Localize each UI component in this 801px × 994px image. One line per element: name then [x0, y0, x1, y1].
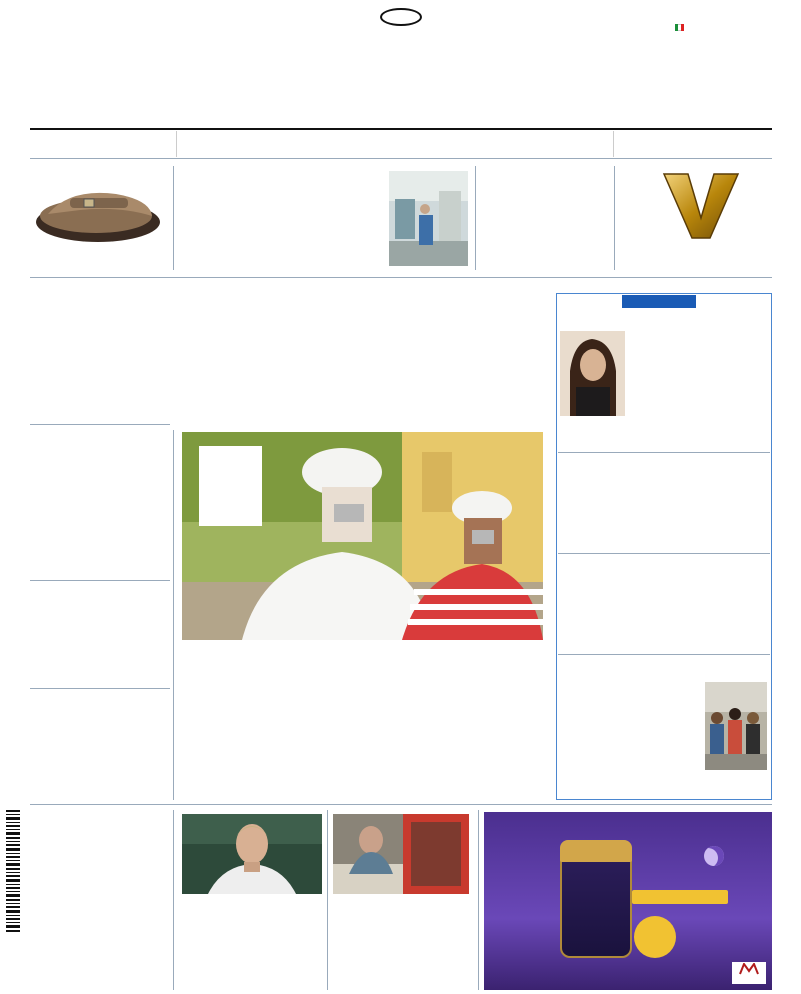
story-maldini[interactable] [182, 896, 330, 902]
edicola-photo [333, 814, 469, 894]
story-leone[interactable] [30, 694, 170, 702]
slipper-image [30, 166, 166, 274]
divider [173, 430, 174, 800]
dalle-citta-label [622, 295, 696, 308]
valleverde-ad[interactable] [630, 168, 772, 268]
divider [478, 810, 479, 990]
divider [173, 166, 174, 270]
citta-item-montecatini[interactable] [558, 561, 770, 568]
divider [614, 166, 615, 270]
edition-rule [30, 158, 772, 159]
moon-icon [704, 846, 724, 866]
ad-senza-zuccheri [632, 890, 728, 904]
qn-logo [380, 8, 422, 26]
divider [173, 810, 174, 990]
barcode [4, 810, 24, 934]
story-edicola[interactable] [333, 896, 475, 902]
divider [30, 277, 772, 278]
divider [30, 424, 170, 425]
photo-caption [199, 446, 262, 526]
goldstar-ad[interactable] [30, 166, 166, 274]
fallaci-photo [560, 331, 625, 416]
valleverde-logo-icon [630, 168, 772, 242]
story-guerini[interactable] [30, 584, 170, 592]
jar-lid [560, 840, 632, 862]
divider [558, 452, 770, 453]
ad-badge [634, 916, 676, 958]
divider [475, 166, 476, 270]
divider [30, 688, 170, 689]
masthead-rule [30, 128, 772, 130]
menarini-mark-icon [736, 963, 762, 975]
citta-item-pistoia[interactable] [558, 460, 770, 467]
maldini-photo [182, 814, 322, 894]
divider [30, 804, 772, 805]
product-jar [560, 840, 632, 958]
hospital-photo [389, 171, 468, 266]
divider [558, 654, 770, 655]
italy-flag-icon [675, 24, 684, 31]
divider [558, 553, 770, 554]
edition-name [176, 131, 614, 157]
divider [30, 580, 170, 581]
divider [327, 810, 328, 990]
story-pechino[interactable] [30, 430, 170, 436]
citta-item-pistoia-scuola[interactable] [558, 660, 770, 668]
story-gioielliere[interactable] [30, 812, 170, 820]
students-photo [705, 682, 767, 770]
laila-ad[interactable] [484, 812, 772, 990]
